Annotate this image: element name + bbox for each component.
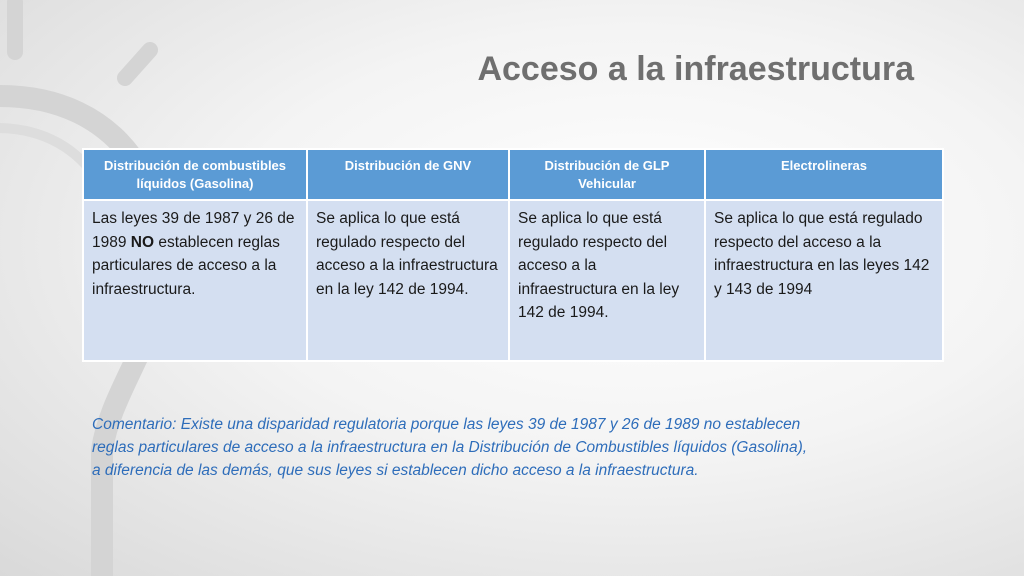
table-header-row	[83, 149, 943, 200]
cell-glp-vehicular: Se aplica lo que está regulado respecto del acceso a la infraestructura en la ley 142 de 1994.	[509, 200, 705, 361]
cell-electrolineras: Se aplica lo que está regulado respecto del acceso a la infraestructura en las leyes 142 y 143 de 1994	[705, 200, 943, 361]
comment-line-1: Comentario: Existe una disparidad regulatoria porque las leyes 39 de 1987 y 26 de 1989 no establecen	[92, 416, 801, 433]
infrastructure-access-table	[82, 148, 944, 362]
header-electrolineras: Electrolineras	[705, 149, 943, 200]
cell-liquid-fuels-text-before: Las leyes 39 de 1987 y 26 de 1989	[92, 210, 295, 251]
header-gnv: Distribución de GNV	[307, 149, 509, 200]
table-row	[83, 200, 943, 361]
cell-gnv: Se aplica lo que está regulado respecto del acceso a la infraestructura en la ley 142 de 1994.	[307, 200, 509, 361]
cell-liquid-fuels-text-after: establecen reglas particulares de acceso a la infraestructura.	[92, 233, 280, 298]
cell-liquid-fuels-bold: NO	[130, 233, 155, 251]
cell-liquid-fuels	[83, 200, 307, 361]
comment-line-2: reglas particulares de acceso a la infraestructura en la Distribución de Combustibles líquidos (Gasolina),	[92, 439, 808, 456]
header-glp-vehicular: Distribución de GLP Vehicular	[509, 149, 705, 200]
slide-title: Acceso a la infraestructura	[477, 50, 914, 88]
comment-line-3: a diferencia de las demás, que sus leyes si establecen dicho acceso a la infraestructura.	[92, 462, 699, 479]
header-liquid-fuels: Distribución de combustibles líquidos (Gasolina)	[83, 149, 307, 200]
comment-paragraph	[92, 413, 932, 482]
